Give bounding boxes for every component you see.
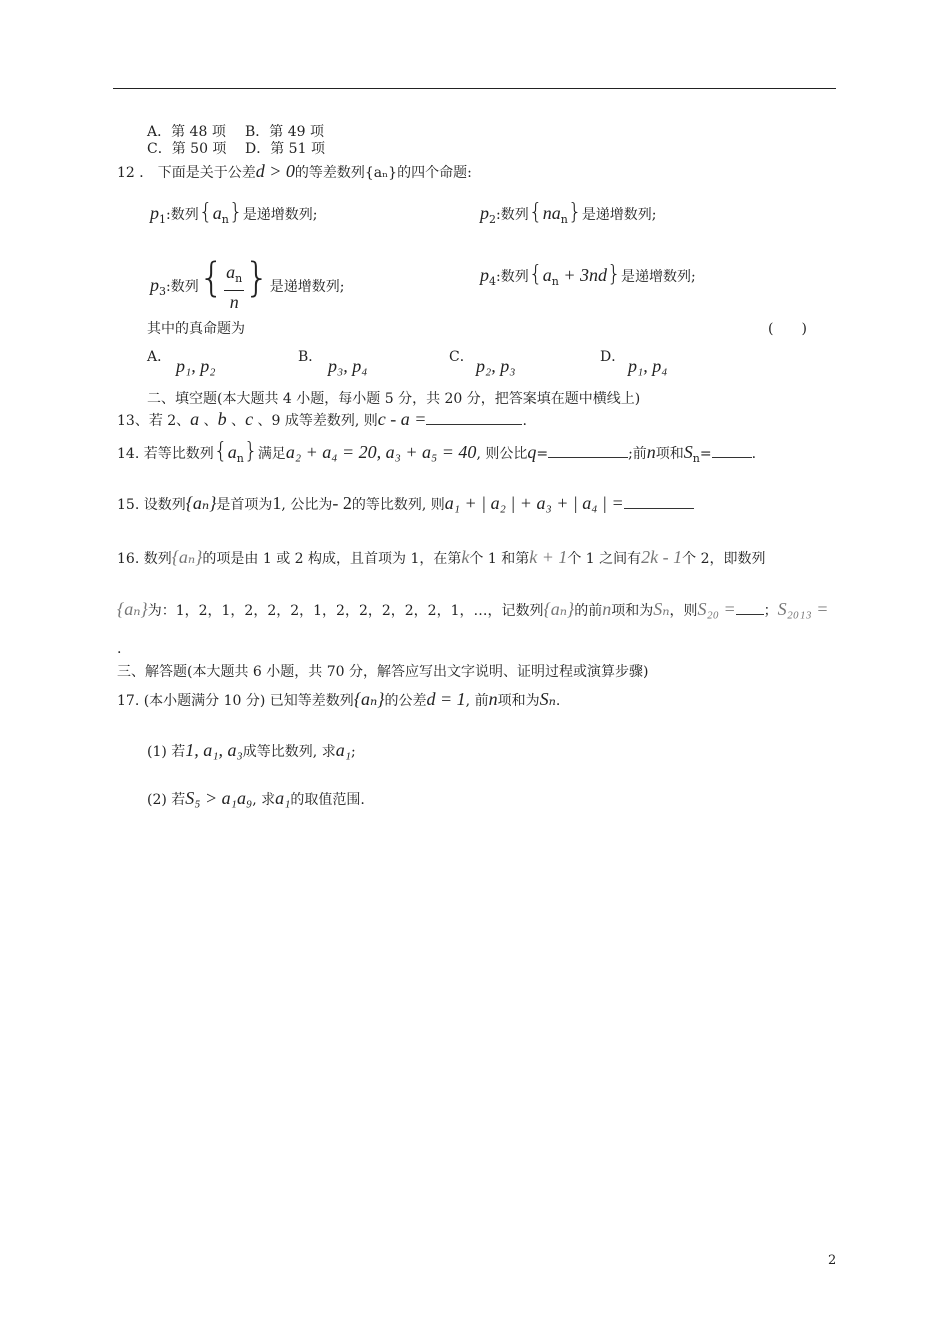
q12-option-a: p₁, p₂ (176, 356, 216, 376)
q12-stem (117, 162, 472, 182)
q16-line1: 16. 数列{aₙ}的项是由 1 或 2 构成，且首项为 1，在第k个 1 和第k + 1个 1 之间有2k - 1个 2，即数列 (117, 547, 766, 567)
q11-option-b: B．第 49 项 (245, 124, 325, 140)
q12-proposition-p2: $p_2$:数列$\{na_n\}$是递增数列; (480, 200, 657, 226)
q12-option-d: p₁, p₄ (628, 356, 668, 376)
q12-ask: 其中的真命题为 (147, 321, 245, 337)
q12-number: 12 ． (117, 165, 154, 181)
header-rule (113, 88, 836, 89)
q12-p3-fraction: $\frac{a_n}{n}$ (226, 262, 243, 312)
page-number: 2 (828, 1253, 837, 1268)
q16-s20-blank (736, 606, 764, 615)
q16-end-dot: . (117, 641, 122, 657)
q12-condition: d > 0 (255, 161, 295, 181)
q12-option-c: p₂, p₃ (476, 356, 516, 376)
q12-proposition-p4: $p_4$:数列$\{a_n + 3nd\}$是递增数列; (480, 262, 696, 288)
q12-proposition-p3: $p_3$:数列{ $\frac{a_n}{n}$ }是递增数列; (150, 255, 345, 312)
q15-answer-blank (624, 500, 694, 509)
q12-option-c-label: C． (449, 349, 474, 365)
q14: 14. 若等比数列$\{a_n\}$满足a₂ + a₄ = 20, a₃ + a₅ = 40, 则公比q= ;前n项和$S_n=$ . (117, 439, 757, 465)
section3-heading: 三、解答题(本大题共 6 小题，共 70 分，解答应写出文字说明、证明过程或演算步骤) (117, 664, 649, 680)
q12-stem-post: 的等差数列{aₙ}的四个命题: (294, 165, 472, 181)
section2-heading: 二、填空题(本大题共 4 小题，每小题 5 分，共 20 分，把答案填在题中横线上) (147, 391, 641, 407)
q11-option-a: A．第 48 项 (147, 124, 226, 140)
q14-ratio-blank (548, 443, 628, 458)
q14-sum-blank (712, 443, 752, 458)
q17-part2: (2) 若S₅ > a₁a₉, 求a₁的取值范围. (147, 788, 365, 808)
q12-option-b-label: B． (298, 349, 323, 365)
q12-option-d-label: D． (600, 349, 626, 365)
q17-stem: 17. (本小题满分 10 分) 已知等差数列{aₙ}的公差d = 1, 前n项和为Sₙ. (117, 689, 561, 709)
q12-answer-paren: ( ) (768, 321, 807, 337)
q17-part1: (1) 若1, a₁, a₃成等比数列, 求a₁; (147, 740, 356, 760)
q13: 13、若 2、a 、b 、c 、9 成等差数列, 则c - a = . (117, 409, 527, 429)
q11-option-d: D．第 51 项 (245, 141, 325, 157)
q15: 15. 设数列{aₙ}是首项为1, 公比为- 2的等比数列, 则a₁ + | a₂ | + a₃ + | a₄ | = (117, 494, 694, 514)
q12-proposition-p1: $p_1$:数列$\{a_n\}$是递增数列; (150, 200, 318, 226)
q12-option-a-label: A． (147, 349, 172, 365)
q11-option-c: C．第 50 项 (147, 141, 227, 157)
q12-stem-pre: 下面是关于公差 (157, 165, 256, 181)
q16-line2: {aₙ}为：1，2，1，2，2，2，1，2，2，2，2，2，1，…，记数列{aₙ}的前n项和为Sₙ，则S₂₀ = ；S₂₀₁₃ = (117, 599, 829, 619)
q13-answer-blank (426, 410, 522, 425)
q12-option-b: p₃, p₄ (328, 356, 368, 376)
